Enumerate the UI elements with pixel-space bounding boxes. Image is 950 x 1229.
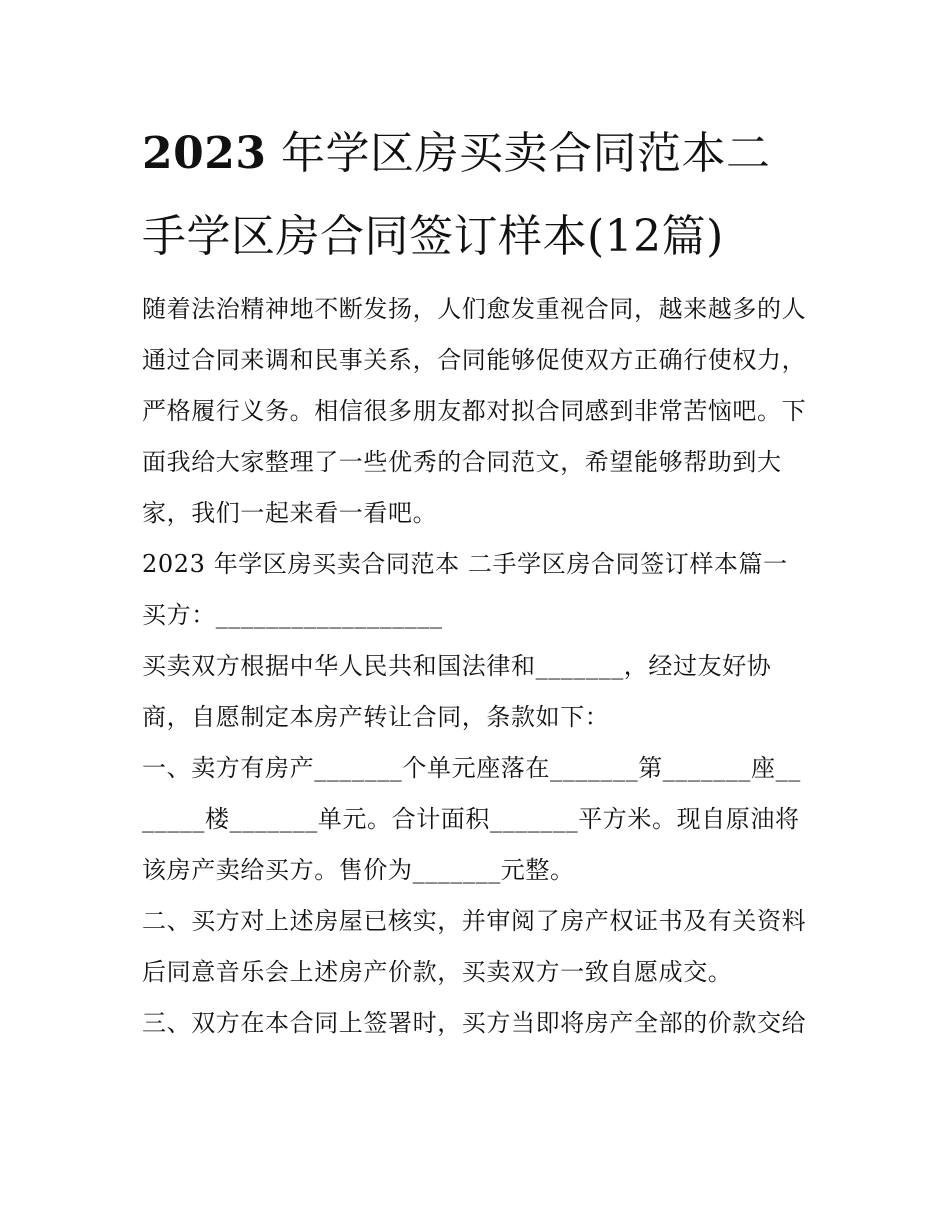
title-text: 年学区房买卖合同范本二手学区房合同签订样本(12篇)	[142, 128, 771, 262]
clause-one-paragraph: 一、卖方有房产_______个单元座落在_______第_______座_______楼_______单元。合计面积_______平方米。现自原油将该房产卖给买方。售价为_______元整。	[142, 754, 801, 884]
clause-two-paragraph: 二、买方对上述房屋已核实，并审阅了房产权证书及有关资料后同意音乐会上述房产价款，买卖双方一致自愿成交。	[142, 907, 807, 986]
intro-paragraph: 随着法治精神地不断发扬，人们愈发重视合同，越来越多的人通过合同来调和民事关系，合同能够促使双方正确行使权力，严格履行义务。相信很多朋友都对拟合同感到非常苦恼吧。下面我给大家整理了一些优秀的合同范文，希望能够帮助到大家，我们一起来看一看吧。	[142, 295, 807, 527]
contract-preamble-paragraph: 买卖双方根据中华人民共和国法律和_______，经过友好协商，自愿制定本房产转让合同，条款如下：	[142, 652, 772, 731]
document-title	[142, 112, 782, 278]
document-page	[142, 112, 812, 1049]
section-heading-paragraph: 2023 年学区房买卖合同范本 二手学区房合同签订样本篇一 买方：__________________	[142, 550, 788, 629]
title-year: 2023	[142, 128, 267, 179]
clause-three-paragraph: 三、双方在本合同上签署时，买方当即将房产全部的价款交给	[142, 1009, 807, 1037]
